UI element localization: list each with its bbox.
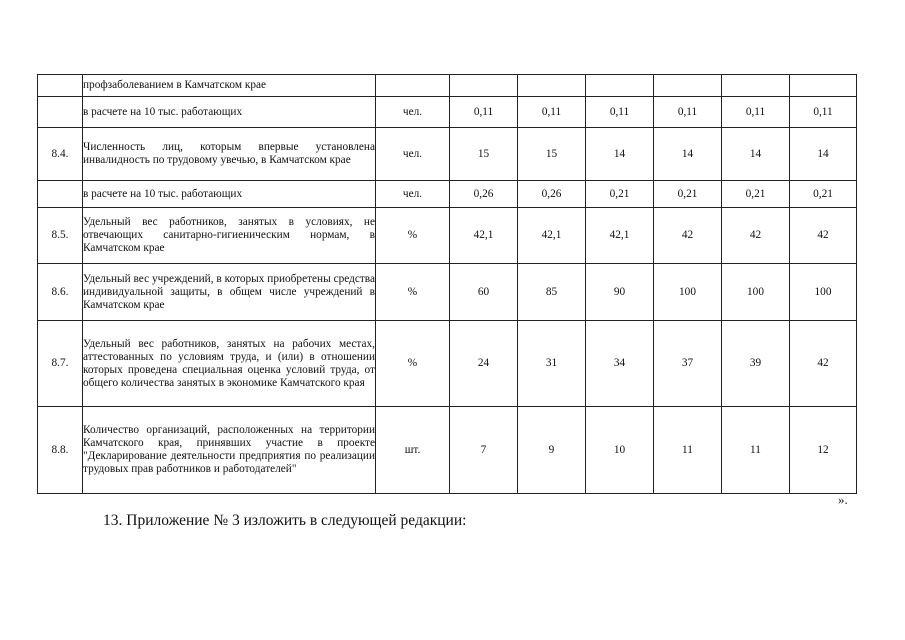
value-cell: 42 xyxy=(790,208,857,264)
table-row xyxy=(38,407,857,494)
indicator-description: Удельный вес работников, занятых на рабочих местах, аттестованных по условиям труда, и (или) в отношении которых проведена специальная оценка условий труда, от общего количества занятых в экономике Камчатского края xyxy=(83,321,376,407)
value-cell: 42 xyxy=(722,208,790,264)
value-cell: 31 xyxy=(518,321,586,407)
indicator-description: в расчете на 10 тыс. работающих xyxy=(83,181,376,208)
table-row xyxy=(38,75,857,97)
value-cell: 0,11 xyxy=(722,97,790,128)
indicators-table xyxy=(37,74,857,494)
value-cell: 42 xyxy=(790,321,857,407)
row-number xyxy=(38,181,83,208)
indicator-description: Удельный вес учреждений, в которых приобретены средства индивидуальной защиты, в общем числе учреждений в Камчатском крае xyxy=(83,264,376,321)
table-row xyxy=(38,264,857,321)
value-cell xyxy=(586,75,654,97)
value-cell: 0,11 xyxy=(654,97,722,128)
unit-cell: % xyxy=(376,264,450,321)
value-cell: 100 xyxy=(722,264,790,321)
value-cell: 14 xyxy=(722,128,790,181)
value-cell: 37 xyxy=(654,321,722,407)
unit-cell: % xyxy=(376,321,450,407)
unit-cell: чел. xyxy=(376,97,450,128)
row-number xyxy=(38,97,83,128)
value-cell: 14 xyxy=(790,128,857,181)
value-cell: 0,11 xyxy=(518,97,586,128)
indicator-description: Удельный вес работников, занятых в условиях, не отвечающих санитарно-гигиеническим нормам, в Камчатском крае xyxy=(83,208,376,264)
value-cell: 9 xyxy=(518,407,586,494)
value-cell: 15 xyxy=(450,128,518,181)
value-cell: 14 xyxy=(654,128,722,181)
value-cell: 12 xyxy=(790,407,857,494)
table-row xyxy=(38,208,857,264)
row-number xyxy=(38,75,83,97)
table-row xyxy=(38,181,857,208)
value-cell: 39 xyxy=(722,321,790,407)
value-cell xyxy=(518,75,586,97)
value-cell: 42 xyxy=(654,208,722,264)
value-cell: 42,1 xyxy=(586,208,654,264)
value-cell: 0,21 xyxy=(790,181,857,208)
value-cell: 15 xyxy=(518,128,586,181)
row-number: 8.6. xyxy=(38,264,83,321)
value-cell xyxy=(790,75,857,97)
value-cell: 0,26 xyxy=(450,181,518,208)
unit-cell: чел. xyxy=(376,128,450,181)
value-cell: 14 xyxy=(586,128,654,181)
value-cell: 34 xyxy=(586,321,654,407)
unit-cell: % xyxy=(376,208,450,264)
value-cell xyxy=(654,75,722,97)
value-cell: 90 xyxy=(586,264,654,321)
value-cell: 100 xyxy=(790,264,857,321)
value-cell xyxy=(722,75,790,97)
value-cell: 0,21 xyxy=(722,181,790,208)
indicator-description: Численность лиц, которым впервые установлена инвалидность по трудовому увечью, в Камчатском крае xyxy=(83,128,376,181)
row-number: 8.8. xyxy=(38,407,83,494)
value-cell: 11 xyxy=(722,407,790,494)
indicator-description: в расчете на 10 тыс. работающих xyxy=(83,97,376,128)
value-cell: 11 xyxy=(654,407,722,494)
value-cell: 0,11 xyxy=(790,97,857,128)
value-cell: 7 xyxy=(450,407,518,494)
table-row xyxy=(38,128,857,181)
value-cell xyxy=(450,75,518,97)
unit-cell: чел. xyxy=(376,181,450,208)
instruction-text: 13. Приложение № 3 изложить в следующей редакции: xyxy=(103,512,467,529)
value-cell: 24 xyxy=(450,321,518,407)
unit-cell: шт. xyxy=(376,407,450,494)
row-number: 8.5. xyxy=(38,208,83,264)
value-cell: 0,11 xyxy=(586,97,654,128)
value-cell: 0,11 xyxy=(450,97,518,128)
table-row xyxy=(38,97,857,128)
value-cell: 0,21 xyxy=(586,181,654,208)
row-number: 8.7. xyxy=(38,321,83,407)
indicator-description: Количество организаций, расположенных на территории Камчатского края, принявших участие в проекте "Декларирование деятельности предприятия по реализации трудовых прав работников и работодателей" xyxy=(83,407,376,494)
table-row xyxy=(38,321,857,407)
value-cell: 85 xyxy=(518,264,586,321)
unit-cell xyxy=(376,75,450,97)
value-cell: 42,1 xyxy=(518,208,586,264)
indicator-description: профзаболеванием в Камчатском крае xyxy=(83,75,376,97)
table-body xyxy=(38,75,857,494)
value-cell: 42,1 xyxy=(450,208,518,264)
value-cell: 10 xyxy=(586,407,654,494)
row-number: 8.4. xyxy=(38,128,83,181)
value-cell: 60 xyxy=(450,264,518,321)
value-cell: 0,21 xyxy=(654,181,722,208)
value-cell: 0,26 xyxy=(518,181,586,208)
closing-quote: ». xyxy=(838,492,848,507)
value-cell: 100 xyxy=(654,264,722,321)
